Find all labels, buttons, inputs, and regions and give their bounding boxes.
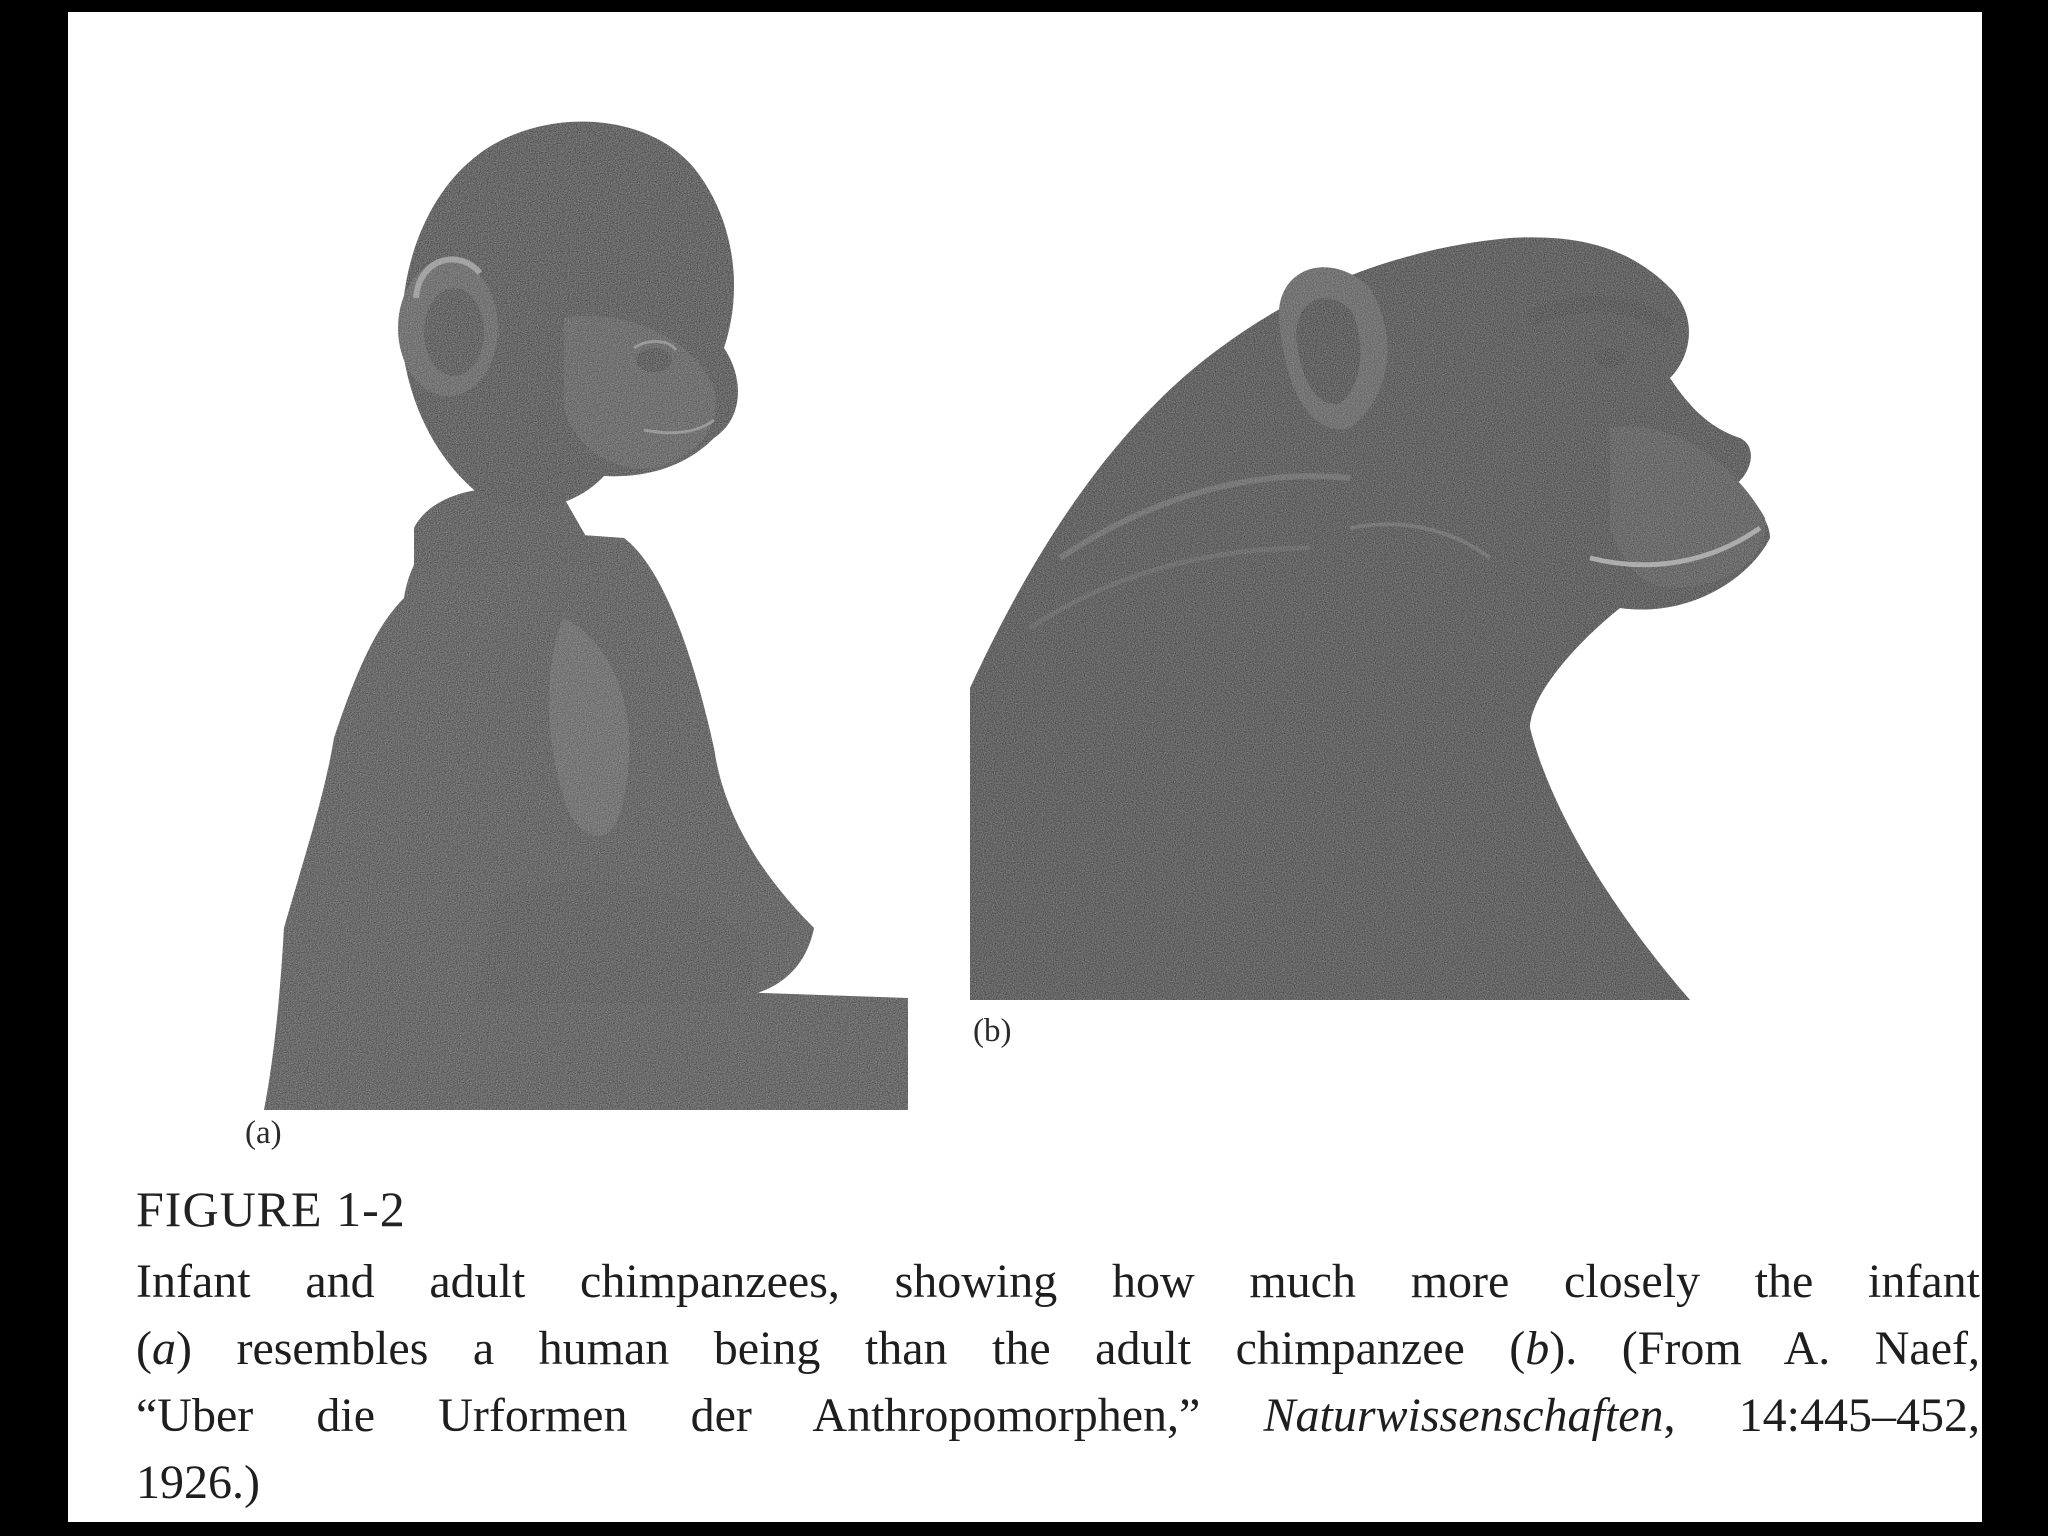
panel-a-label: (a): [245, 1115, 282, 1151]
caption-line: (a) resembles a human being than the adult chimpanzee (b). (From A. Naef,: [136, 1322, 1980, 1375]
infant-chimpanzee-photo: [244, 98, 908, 1110]
figure-number: FIGURE 1-2: [136, 1181, 406, 1237]
caption-line: 1926.): [136, 1456, 260, 1509]
adult-chimpanzee-photo: [970, 228, 1870, 1000]
panel-b-label: (b): [973, 1013, 1012, 1049]
caption-line: Infant and adult chimpanzees, showing how much more closely the infant: [136, 1255, 1980, 1308]
caption-line: “Uber die Urformen der Anthropomorphen,” Naturwissenschaften, 14:445–452,: [136, 1389, 1980, 1442]
scanned-page: [68, 12, 1982, 1522]
figure-caption: [136, 1248, 1980, 1516]
